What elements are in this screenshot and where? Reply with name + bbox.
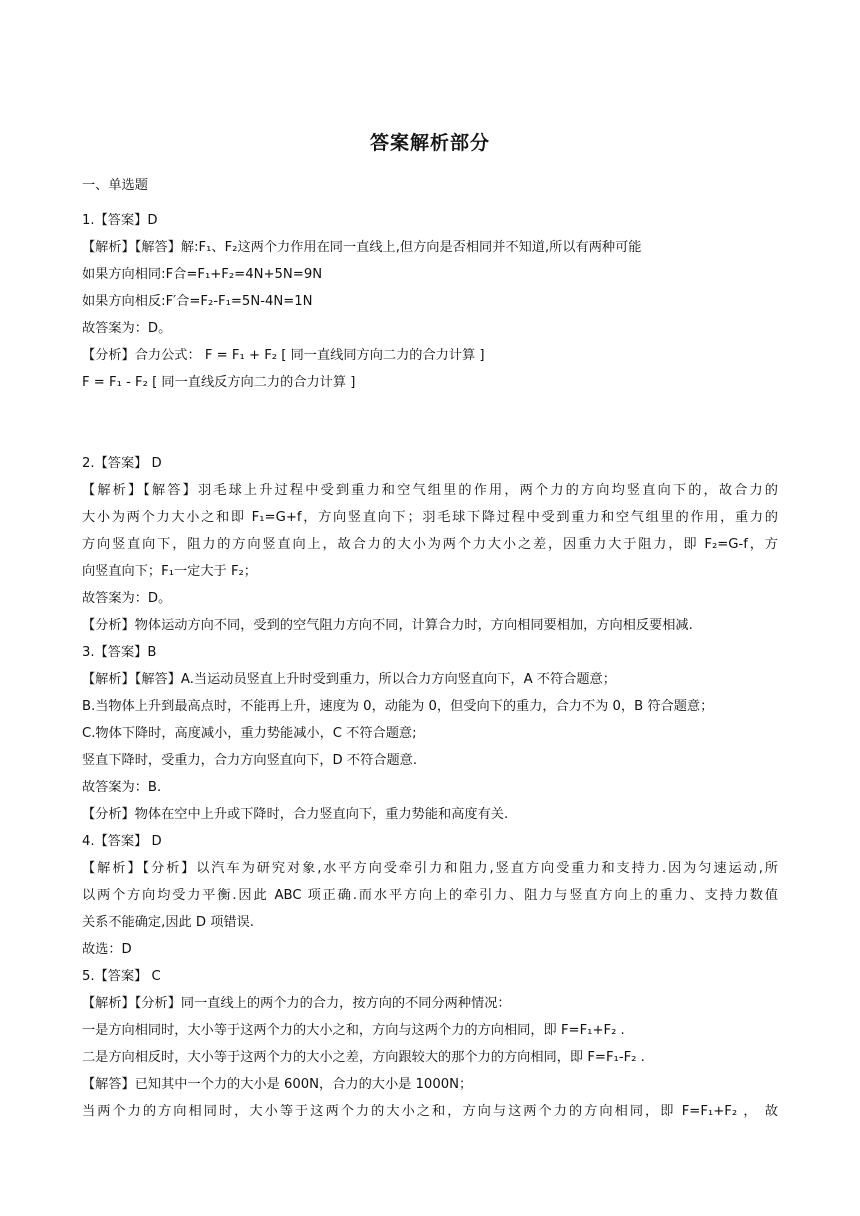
text-line: 【解析】【分析】同一直线上的两个力的合力，按方向的不同分两种情况： [82,996,511,1011]
text-line: 【解析】【解答】A.当运动员竖直上升时受到重力，所以合力方向竖直向下，A 不符合题意； [82,672,616,687]
text-line: 二是方向相反时，大小等于这两个力的大小之差，方向跟较大的那个力的方向相同，即 F=F₁-F₂ . [82,1050,645,1065]
text-line: 【解析】【解答】解:F₁、F₂这两个力作用在同一直线上,但方向是否相同并不知道,所以有两种可能 [82,240,642,255]
text-line: 故选：D [82,942,132,957]
text-line: 当两个力的方向相同时，大小等于这两个力的大小之和，方向与这两个力的方向相同，即 F=F₁+F₂ ， 故 [82,1104,778,1119]
text-line: 大小为两个力大小之和即 F₁=G+f，方向竖直向下；羽毛球下降过程中受到重力和空气组里的作用，重力的 [82,510,778,525]
text-line: 2.【答案】 D [82,456,162,471]
section-heading: 一、单选题 [82,178,148,193]
page-title: 答案解析部分 [369,132,490,154]
text-line: 故答案为：D。 [82,591,172,606]
text-line: 5.【答案】 C [82,969,161,984]
text-line: 【分析】物体运动方向不同，受到的空气阻力方向不同，计算合力时，方向相同要相加，方向相反要相减. [82,618,693,633]
text-line: 【解析】【分析】以汽车为研究对象,水平方向受牵引力和阻力,竖直方向受重力和支持力.因为匀速运动,所 [82,861,778,876]
text-line: C.物体下降时，高度减小，重力势能减小，C 不符合题意; [82,726,417,741]
text-line: 3.【答案】B [82,645,157,660]
text-line: 向竖直向下；F₁一定大于 F₂； [82,564,257,579]
text-line: B.当物体上升到最高点时，不能再上升，速度为 0，动能为 0，但受向下的重力，合力不为 0，B 符合题意； [82,699,714,714]
text-line: 【分析】物体在空中上升或下降时，合力竖直向下，重力势能和高度有关. [82,807,509,822]
text-line: 【分析】合力公式： F = F₁ + F₂ [ 同一直线同方向二力的合力计算 ] [82,348,485,363]
text-line: 1.【答案】D [82,213,158,228]
text-line: 故答案为：B. [82,780,162,795]
text-line: 故答案为：D。 [82,321,172,336]
text-line: 如果方向相反:F′合=F₂-F₁=5N-4N=1N [82,294,313,309]
text-line: 一是方向相同时，大小等于这两个力的大小之和，方向与这两个力的方向相同，即 F=F₁+F₂ . [82,1023,625,1038]
text-line: 以两个方向均受力平衡.因此 ABC 项正确.而水平方向上的牵引力、阻力与竖直方向上的重力、支持力数值 [82,888,778,903]
text-line: 竖直下降时，受重力，合力方向竖直向下，D 不符合题意. [82,753,418,768]
text-line: 【解答】已知其中一个力的大小是 600N，合力的大小是 1000N； [82,1077,473,1092]
text-line: 4.【答案】 D [82,834,162,849]
text-line: 【解析】【解答】羽毛球上升过程中受到重力和空气组里的作用，两个力的方向均竖直向下的，故合力的 [82,483,778,498]
text-line: 如果方向相同:F合=F₁+F₂=4N+5N=9N [82,267,323,282]
text-line: 方向竖直向下，阻力的方向竖直向上，故合力的大小为两个力大小之差，因重力大于阻力，即 F₂=G-f，方 [82,537,778,552]
text-line: F = F₁ - F₂ [ 同一直线反方向二力的合力计算 ] [82,375,356,390]
text-line: 关系不能确定,因此 D 项错误. [82,915,254,930]
